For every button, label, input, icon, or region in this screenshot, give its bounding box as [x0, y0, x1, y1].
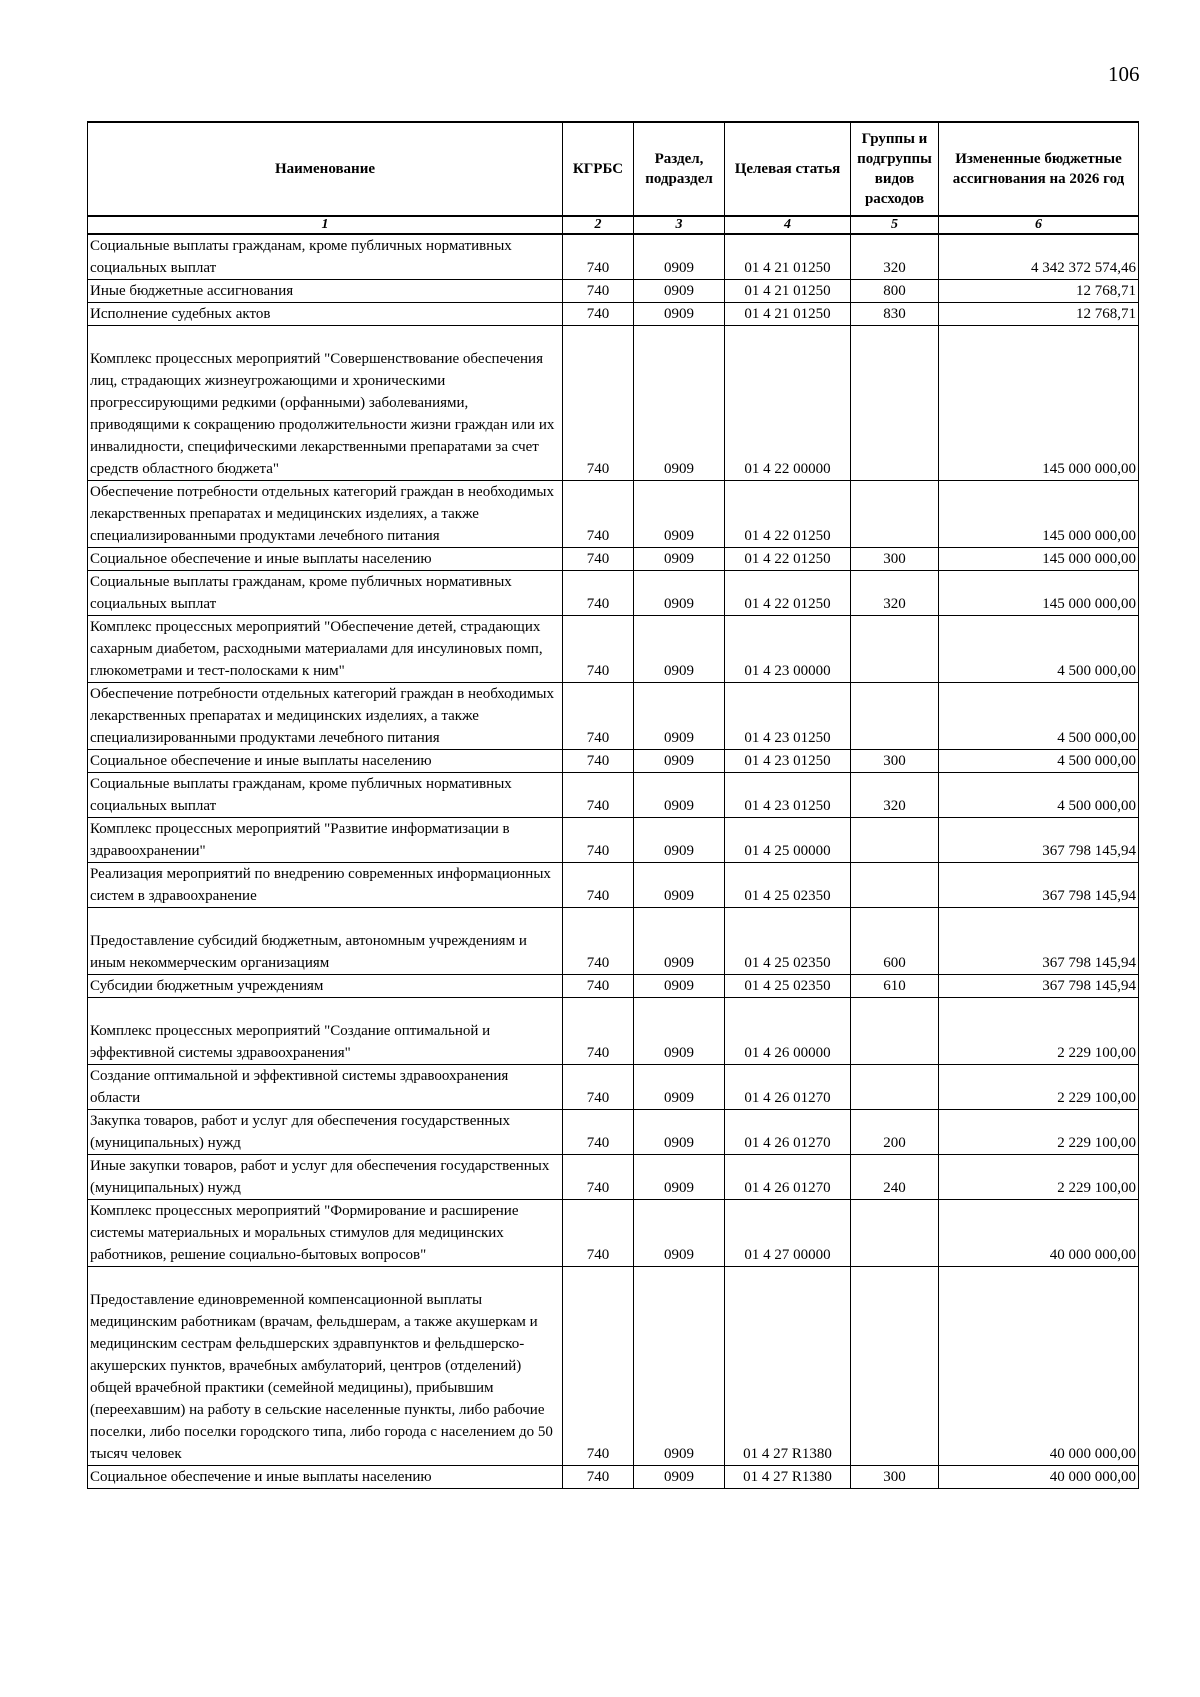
row-target-cell: 01 4 23 01250	[725, 750, 851, 773]
header-target: Целевая статья	[725, 122, 851, 216]
table-row	[88, 818, 1139, 863]
row-amount-cell: 2 229 100,00	[939, 1065, 1139, 1110]
row-group-cell: 830	[851, 303, 939, 326]
row-section-cell: 0909	[634, 773, 725, 818]
table-row	[88, 481, 1139, 548]
row-amount-cell: 12 768,71	[939, 280, 1139, 303]
row-target-cell: 01 4 22 00000	[725, 326, 851, 481]
row-section-cell: 0909	[634, 908, 725, 975]
row-section-cell: 0909	[634, 1267, 725, 1466]
row-group-cell	[851, 1267, 939, 1466]
row-name-cell: Социальные выплаты гражданам, кроме публичных нормативных социальных выплат	[88, 234, 563, 280]
row-group-cell	[851, 683, 939, 750]
row-section-cell: 0909	[634, 234, 725, 280]
row-amount-cell: 145 000 000,00	[939, 548, 1139, 571]
column-number: 4	[725, 216, 851, 234]
row-kgrbs-cell: 740	[563, 234, 634, 280]
row-name-cell: Обеспечение потребности отдельных категорий граждан в необходимых лекарственных препаратах и медицинских изделиях, а также специализированными продуктами лечебного питания	[88, 683, 563, 750]
row-section-cell: 0909	[634, 1065, 725, 1110]
row-section-cell: 0909	[634, 1110, 725, 1155]
row-kgrbs-cell: 740	[563, 303, 634, 326]
row-amount-cell: 145 000 000,00	[939, 481, 1139, 548]
table-row	[88, 1200, 1139, 1267]
row-group-cell	[851, 616, 939, 683]
row-section-cell: 0909	[634, 280, 725, 303]
row-amount-cell: 40 000 000,00	[939, 1466, 1139, 1489]
row-kgrbs-cell: 740	[563, 616, 634, 683]
row-group-cell: 610	[851, 975, 939, 998]
row-section-cell: 0909	[634, 303, 725, 326]
row-amount-cell: 4 500 000,00	[939, 750, 1139, 773]
row-kgrbs-cell: 740	[563, 908, 634, 975]
row-amount-cell: 4 500 000,00	[939, 683, 1139, 750]
row-section-cell: 0909	[634, 1155, 725, 1200]
row-section-cell: 0909	[634, 481, 725, 548]
row-name-cell: Комплекс процессных мероприятий "Формирование и расширение системы материальных и моральных стимулов для медицинских работников, решение социально-бытовых вопросов"	[88, 1200, 563, 1267]
budget-table	[87, 121, 1139, 1489]
row-target-cell: 01 4 26 00000	[725, 998, 851, 1065]
row-amount-cell: 367 798 145,94	[939, 863, 1139, 908]
header-amount: Измененные бюджетные ассигнования на 2026 год	[939, 122, 1139, 216]
row-name-cell: Предоставление единовременной компенсационной выплаты медицинским работникам (врачам, фельдшерам, а также акушеркам и медицинским сестрам фельдшерских здравпунктов и фельдшерско-акушерских пунктов, врачебных амбулаторий, центров (отделений) общей врачебной практики (семейной медицины), прибывшим (переехавшим) на работу в сельские населенные пункты, либо рабочие поселки, либо поселки городского типа, либо города с населением до 50 тысяч человек	[88, 1267, 563, 1466]
table-row	[88, 750, 1139, 773]
row-name-cell: Предоставление субсидий бюджетным, автономным учреждениям и иным некоммерческим организациям	[88, 908, 563, 975]
table-row	[88, 1155, 1139, 1200]
row-section-cell: 0909	[634, 571, 725, 616]
row-name-cell: Создание оптимальной и эффективной системы здравоохранения области	[88, 1065, 563, 1110]
column-number: 5	[851, 216, 939, 234]
table-row	[88, 998, 1139, 1065]
column-number: 1	[88, 216, 563, 234]
row-group-cell: 320	[851, 773, 939, 818]
row-target-cell: 01 4 23 01250	[725, 773, 851, 818]
row-name-cell: Социальное обеспечение и иные выплаты населению	[88, 1466, 563, 1489]
row-kgrbs-cell: 740	[563, 1267, 634, 1466]
row-group-cell: 300	[851, 548, 939, 571]
table-row	[88, 1110, 1139, 1155]
row-section-cell: 0909	[634, 1200, 725, 1267]
row-amount-cell: 4 342 372 574,46	[939, 234, 1139, 280]
row-kgrbs-cell: 740	[563, 1110, 634, 1155]
table-row	[88, 326, 1139, 481]
row-name-cell: Социальные выплаты гражданам, кроме публичных нормативных социальных выплат	[88, 773, 563, 818]
table-body	[88, 234, 1139, 1489]
header-kgrbs: КГРБС	[563, 122, 634, 216]
row-amount-cell: 4 500 000,00	[939, 616, 1139, 683]
row-kgrbs-cell: 740	[563, 1065, 634, 1110]
row-group-cell: 320	[851, 234, 939, 280]
table-row	[88, 1267, 1139, 1466]
table-row	[88, 280, 1139, 303]
row-target-cell: 01 4 25 00000	[725, 818, 851, 863]
row-amount-cell: 12 768,71	[939, 303, 1139, 326]
row-kgrbs-cell: 740	[563, 750, 634, 773]
table-row	[88, 773, 1139, 818]
row-kgrbs-cell: 740	[563, 280, 634, 303]
row-name-cell: Комплекс процессных мероприятий "Создание оптимальной и эффективной системы здравоохранения"	[88, 998, 563, 1065]
row-group-cell	[851, 998, 939, 1065]
row-target-cell: 01 4 22 01250	[725, 481, 851, 548]
table-row	[88, 683, 1139, 750]
row-target-cell: 01 4 22 01250	[725, 548, 851, 571]
row-name-cell: Субсидии бюджетным учреждениям	[88, 975, 563, 998]
row-amount-cell: 367 798 145,94	[939, 975, 1139, 998]
row-kgrbs-cell: 740	[563, 1466, 634, 1489]
row-section-cell: 0909	[634, 683, 725, 750]
row-kgrbs-cell: 740	[563, 863, 634, 908]
row-target-cell: 01 4 21 01250	[725, 280, 851, 303]
row-group-cell: 600	[851, 908, 939, 975]
row-group-cell: 300	[851, 1466, 939, 1489]
row-name-cell: Социальные выплаты гражданам, кроме публичных нормативных социальных выплат	[88, 571, 563, 616]
row-target-cell: 01 4 26 01270	[725, 1065, 851, 1110]
row-target-cell: 01 4 26 01270	[725, 1155, 851, 1200]
table-row	[88, 548, 1139, 571]
row-kgrbs-cell: 740	[563, 818, 634, 863]
row-kgrbs-cell: 740	[563, 571, 634, 616]
row-target-cell: 01 4 23 01250	[725, 683, 851, 750]
row-group-cell	[851, 1200, 939, 1267]
row-target-cell: 01 4 25 02350	[725, 975, 851, 998]
row-amount-cell: 145 000 000,00	[939, 326, 1139, 481]
table-row	[88, 234, 1139, 280]
row-target-cell: 01 4 27 R1380	[725, 1267, 851, 1466]
row-kgrbs-cell: 740	[563, 975, 634, 998]
table-row	[88, 908, 1139, 975]
row-target-cell: 01 4 27 00000	[725, 1200, 851, 1267]
row-name-cell: Реализация мероприятий по внедрению современных информационных систем в здравоохранение	[88, 863, 563, 908]
row-name-cell: Обеспечение потребности отдельных категорий граждан в необходимых лекарственных препаратах и медицинских изделиях, а также специализированными продуктами лечебного питания	[88, 481, 563, 548]
row-name-cell: Социальное обеспечение и иные выплаты населению	[88, 750, 563, 773]
row-group-cell: 200	[851, 1110, 939, 1155]
row-target-cell: 01 4 23 00000	[725, 616, 851, 683]
row-amount-cell: 367 798 145,94	[939, 908, 1139, 975]
row-name-cell: Комплекс процессных мероприятий "Совершенствование обеспечения лиц, страдающих жизнеугрожающими и хроническими прогрессирующими редкими (орфанными) заболеваниями, приводящими к сокращению продолжительности жизни граждан или их инвалидности, специфическими лекарственными препаратами за счет средств областного бюджета"	[88, 326, 563, 481]
table-row	[88, 616, 1139, 683]
row-section-cell: 0909	[634, 863, 725, 908]
row-amount-cell: 367 798 145,94	[939, 818, 1139, 863]
row-kgrbs-cell: 740	[563, 998, 634, 1065]
row-section-cell: 0909	[634, 326, 725, 481]
row-name-cell: Комплекс процессных мероприятий "Развитие информатизации в здравоохранении"	[88, 818, 563, 863]
row-amount-cell: 40 000 000,00	[939, 1267, 1139, 1466]
row-group-cell	[851, 863, 939, 908]
table-row	[88, 1065, 1139, 1110]
row-target-cell: 01 4 21 01250	[725, 303, 851, 326]
row-name-cell: Закупка товаров, работ и услуг для обеспечения государственных (муниципальных) нужд	[88, 1110, 563, 1155]
row-amount-cell: 2 229 100,00	[939, 1155, 1139, 1200]
row-name-cell: Иные закупки товаров, работ и услуг для обеспечения государственных (муниципальных) нужд	[88, 1155, 563, 1200]
row-section-cell: 0909	[634, 616, 725, 683]
row-group-cell: 300	[851, 750, 939, 773]
row-group-cell: 240	[851, 1155, 939, 1200]
header-groups: Группы и подгруппы видов расходов	[851, 122, 939, 216]
row-group-cell: 800	[851, 280, 939, 303]
table-row	[88, 571, 1139, 616]
page-number: 106	[1108, 62, 1140, 86]
row-amount-cell: 4 500 000,00	[939, 773, 1139, 818]
row-section-cell: 0909	[634, 975, 725, 998]
row-target-cell: 01 4 25 02350	[725, 908, 851, 975]
row-section-cell: 0909	[634, 818, 725, 863]
row-group-cell	[851, 818, 939, 863]
table-row	[88, 863, 1139, 908]
row-group-cell	[851, 1065, 939, 1110]
row-amount-cell: 2 229 100,00	[939, 1110, 1139, 1155]
column-number: 3	[634, 216, 725, 234]
row-name-cell: Комплекс процессных мероприятий "Обеспечение детей, страдающих сахарным диабетом, расходными материалами для инсулиновых помп, глюкометрами и тест-полосками к ним"	[88, 616, 563, 683]
row-target-cell: 01 4 26 01270	[725, 1110, 851, 1155]
row-amount-cell: 2 229 100,00	[939, 998, 1139, 1065]
row-kgrbs-cell: 740	[563, 326, 634, 481]
row-target-cell: 01 4 21 01250	[725, 234, 851, 280]
row-target-cell: 01 4 25 02350	[725, 863, 851, 908]
table-row	[88, 975, 1139, 998]
table-row	[88, 1466, 1139, 1489]
row-section-cell: 0909	[634, 998, 725, 1065]
row-kgrbs-cell: 740	[563, 548, 634, 571]
row-target-cell: 01 4 27 R1380	[725, 1466, 851, 1489]
row-section-cell: 0909	[634, 548, 725, 571]
column-number: 6	[939, 216, 1139, 234]
row-section-cell: 0909	[634, 1466, 725, 1489]
row-amount-cell: 145 000 000,00	[939, 571, 1139, 616]
row-amount-cell: 40 000 000,00	[939, 1200, 1139, 1267]
row-name-cell: Иные бюджетные ассигнования	[88, 280, 563, 303]
row-kgrbs-cell: 740	[563, 773, 634, 818]
row-group-cell	[851, 326, 939, 481]
row-kgrbs-cell: 740	[563, 683, 634, 750]
row-group-cell: 320	[851, 571, 939, 616]
row-kgrbs-cell: 740	[563, 1155, 634, 1200]
row-group-cell	[851, 481, 939, 548]
table-row	[88, 303, 1139, 326]
row-kgrbs-cell: 740	[563, 1200, 634, 1267]
row-name-cell: Социальное обеспечение и иные выплаты населению	[88, 548, 563, 571]
row-name-cell: Исполнение судебных актов	[88, 303, 563, 326]
header-section: Раздел, подраздел	[634, 122, 725, 216]
header-name: Наименование	[88, 122, 563, 216]
row-kgrbs-cell: 740	[563, 481, 634, 548]
column-number: 2	[563, 216, 634, 234]
row-section-cell: 0909	[634, 750, 725, 773]
row-target-cell: 01 4 22 01250	[725, 571, 851, 616]
